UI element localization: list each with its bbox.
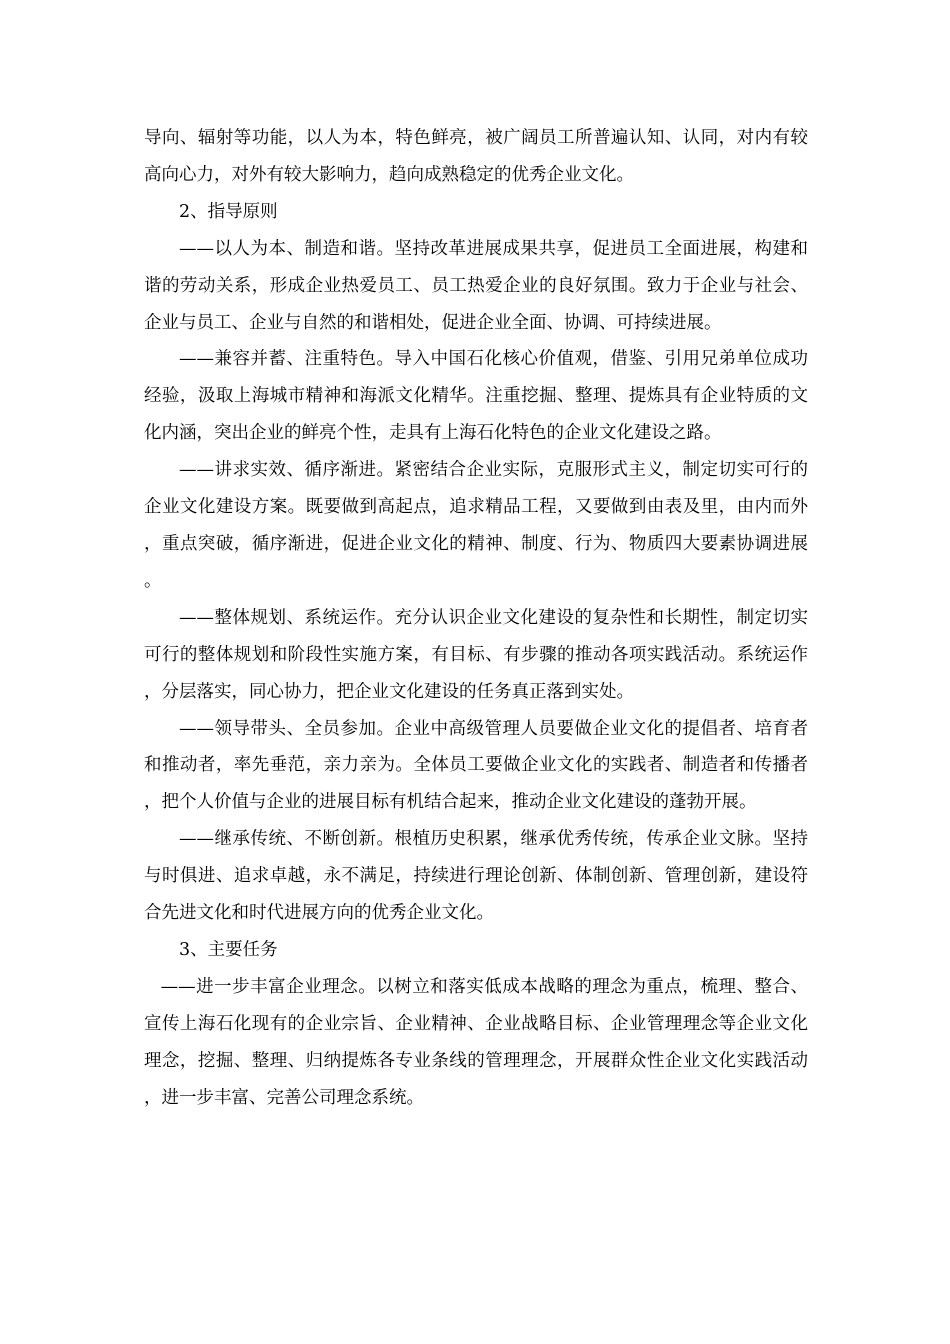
task-paragraph: ——进一步丰富企业理念。以树立和落实低成本战略的理念为重点，梳理、整合、宣传上海石化现有的企业宗旨、企业精神、企业战略目标、企业管理理念等企业文化理念，挖掘、整理、归纳提炼各专业条线的管理理念，开展群众性企业文化实践活动，进一步丰富、完善公司理念系统。 xyxy=(144,976,808,1108)
principle-paragraph: ——兼容并蓄、注重特色。导入中国石化核心价值观，借鉴、引用兄弟单位成功经验，汲取上海城市精神和海派文化精华。注重挖掘、整理、提炼具有企业特质的文化内涵，突出企业的鲜亮个性，走具有上海石化特色的企业文化建设之路。 xyxy=(144,349,808,444)
section-heading-guiding-principles: 2、指导原则 xyxy=(179,201,278,222)
principle-paragraph: ——以人为本、制造和谐。坚持改革进展成果共享，促进员工全面进展，构建和谐的劳动关系，形成企业热爱员工、员工热爱企业的良好氛围。致力于企业与社会、企业与员工、企业与自然的和谐相处，促进企业全面、协调、可持续进展。 xyxy=(144,238,808,333)
principle-paragraph: ——整体规划、系统运作。充分认识企业文化建设的复杂性和长期性，制定切实可行的整体规划和阶段性实施方案，有目标、有步骤的推动各项实践活动。系统运作，分层落实，同心协力，把企业文化建设的任务真正落到实处。 xyxy=(144,607,808,702)
principle-paragraph: ——继承传统、不断创新。根植历史积累，继承优秀传统，传承企业文脉。坚持与时俱进、追求卓越，永不满足，持续进行理论创新、体制创新、管理创新，建设符合先进文化和时代进展方向的优秀企业文化。 xyxy=(144,829,808,924)
principle-paragraph: ——领导带头、全员参加。企业中高级管理人员要做企业文化的提倡者、培育者和推动者，率先垂范，亲力亲为。全体员工要做企业文化的实践者、制造者和传播者，把个人价值与企业的进展目标有机结合起来，推动企业文化建设的蓬勃开展。 xyxy=(144,718,808,813)
continuation-paragraph: 导向、辐射等功能，以人为本，特色鲜亮，被广阔员工所普遍认知、认同，对内有较高向心力，对外有较大影响力，趋向成熟稳定的优秀企业文化。 xyxy=(144,128,808,185)
document-body xyxy=(144,120,808,1116)
principle-paragraph: ——讲求实效、循序渐进。紧密结合企业实际，克服形式主义，制定切实可行的企业文化建设方案。既要做到高起点，追求精品工程，又要做到由表及里，由内而外，重点突破，循序渐进，促进企业文化的精神、制度、行为、物质四大要素协调进展。 xyxy=(144,460,808,591)
section-heading-main-tasks: 3、主要任务 xyxy=(179,939,278,960)
